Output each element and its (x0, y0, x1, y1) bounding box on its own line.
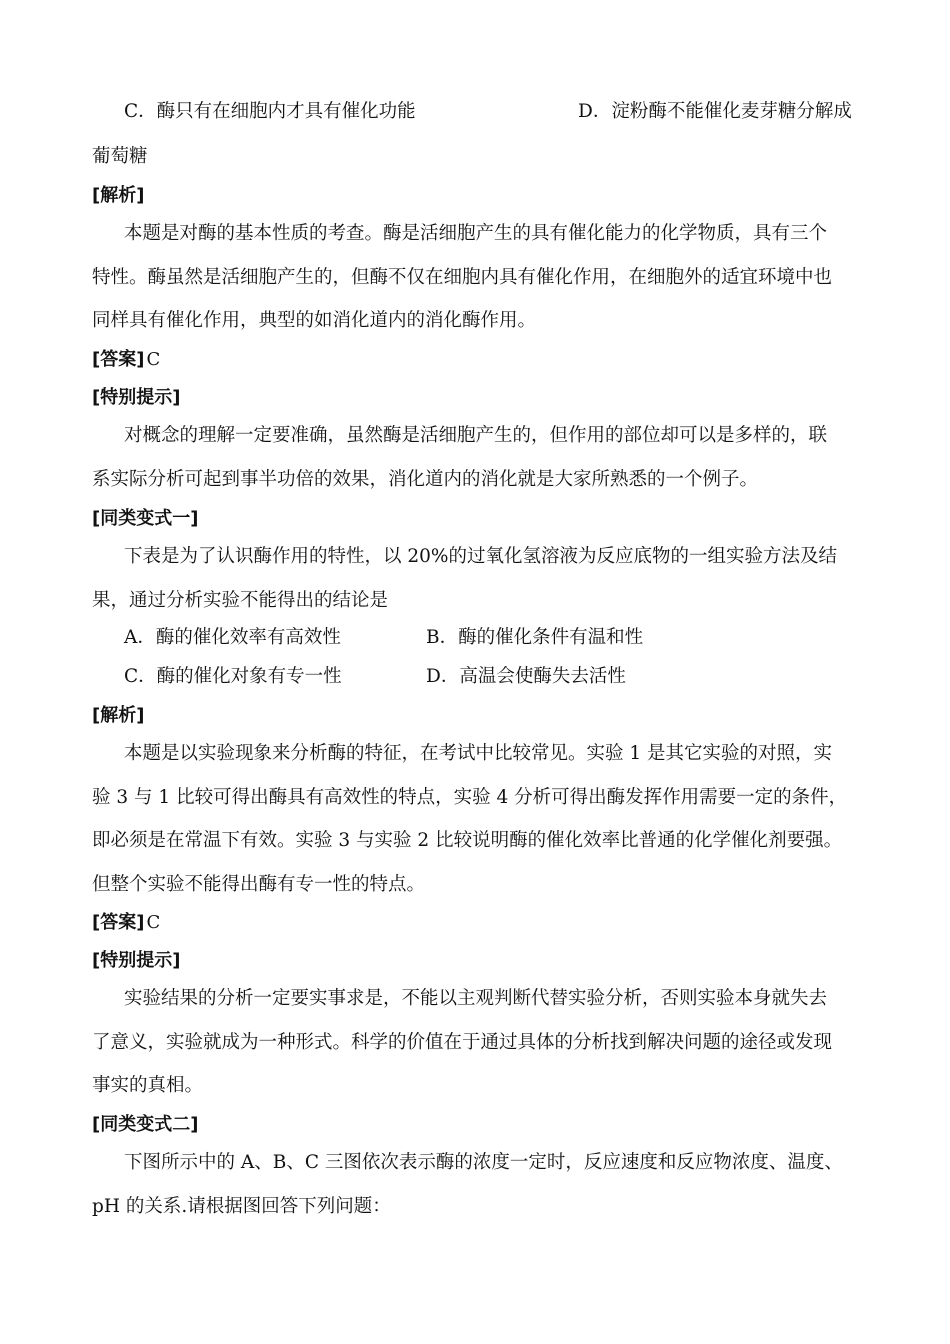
tip-heading: [特别提示] (92, 387, 181, 408)
option-b: B．酶的催化条件有温和性 (426, 627, 644, 648)
analysis-line: 同样具有催化作用，典型的如消化道内的消化酶作用。 (92, 310, 537, 331)
answer-row (92, 348, 160, 372)
answer-heading: [答案] (92, 349, 145, 370)
variant-line: 下表是为了认识酶作用的特性，以 20%的过氧化氢溶液为反应底物的一组实验方法及结 (124, 546, 838, 567)
analysis-heading: [解析] (92, 705, 145, 726)
answer-row (92, 911, 160, 935)
tip-line: 实验结果的分析一定要实事求是，不能以主观判断代替实验分析，否则实验本身就失去 (124, 988, 828, 1009)
option-a: A．酶的催化效率有高效性 (124, 627, 341, 648)
variant-heading: [同类变式一] (92, 508, 199, 529)
analysis-heading: [解析] (92, 185, 145, 206)
option-c: C．酶只有在细胞内才具有催化功能 (124, 101, 416, 122)
variant-line: pH 的关系.请根据图回答下列问题： (92, 1196, 391, 1217)
option-d-continued: 葡萄糖 (92, 146, 148, 167)
tip-line: 事实的真相。 (92, 1075, 204, 1096)
answer-value: C (146, 349, 161, 370)
tip-heading: [特别提示] (92, 950, 181, 971)
variant-line: 下图所示中的 A、B、C 三图依次表示酶的浓度一定时，反应速度和反应物浓度、温度、 (124, 1152, 843, 1173)
tip-line: 对概念的理解一定要准确，虽然酶是活细胞产生的，但作用的部位却可以是多样的，联 (124, 425, 828, 446)
option-d: D．高温会使酶失去活性 (426, 666, 626, 687)
tip-line: 系实际分析可起到事半功倍的效果，消化道内的消化就是大家所熟悉的一个例子。 (92, 469, 759, 490)
analysis-line: 本题是以实验现象来分析酶的特征，在考试中比较常见。实验 1 是其它实验的对照，实 (124, 743, 833, 764)
option-c: C．酶的催化对象有专一性 (124, 666, 342, 687)
answer-heading: [答案] (92, 912, 145, 933)
tip-line: 了意义，实验就成为一种形式。科学的价值在于通过具体的分析找到解决问题的途径或发现 (92, 1032, 833, 1053)
analysis-line: 特性。酶虽然是活细胞产生的，但酶不仅在细胞内具有催化作用，在细胞外的适宜环境中也 (92, 267, 833, 288)
variant-line: 果，通过分析实验不能得出的结论是 (92, 590, 389, 611)
analysis-line: 本题是对酶的基本性质的考查。酶是活细胞产生的具有催化能力的化学物质，具有三个 (124, 223, 828, 244)
analysis-line: 验 3 与 1 比较可得出酶具有高效性的特点，实验 4 分析可得出酶发挥作用需要一定的条件， (92, 787, 848, 808)
analysis-line: 即必须是在常温下有效。实验 3 与实验 2 比较说明酶的催化效率比普通的化学催化剂要强。 (92, 830, 843, 851)
variant-heading: [同类变式二] (92, 1114, 199, 1135)
analysis-line: 但整个实验不能得出酶有专一性的特点。 (92, 874, 426, 895)
answer-value: C (146, 912, 161, 933)
option-d: D．淀粉酶不能催化麦芽糖分解成 (578, 101, 852, 122)
